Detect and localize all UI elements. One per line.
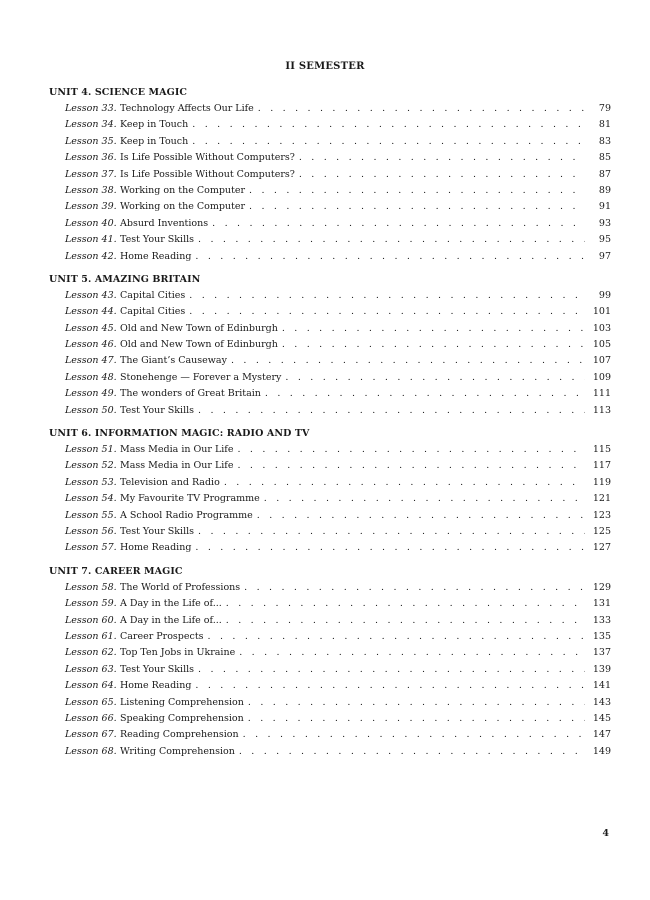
dot-leader [243,727,585,743]
dot-leader [244,580,585,596]
lesson-number: Lesson 57. [65,542,117,554]
dot-leader [192,134,585,150]
lesson-page: 85 [598,152,611,164]
dot-leader [189,304,585,320]
lesson-title: Career Prospects [120,630,204,642]
lesson-page: 141 [592,680,611,692]
toc-entry [49,475,611,491]
dot-leader [282,337,585,353]
unit-heading: UNIT 5. AMAZING BRITAIN [49,273,201,285]
lesson-number: Lesson 42. [65,250,117,262]
dot-leader [282,321,585,337]
lesson-number: Lesson 50. [65,404,117,416]
lesson-page: 127 [592,542,611,554]
toc-entry [49,442,611,458]
unit-heading: UNIT 7. CAREER MAGIC [49,565,183,577]
toc-entry [49,370,611,386]
dot-leader [192,117,585,133]
lesson-list [49,442,611,557]
lesson-page: 131 [592,598,611,610]
toc-entry [49,117,611,133]
lesson-page: 149 [592,745,611,757]
toc-entry [49,232,611,248]
lesson-title: Stonehenge — Forever a Mystery [120,371,282,383]
lesson-page: 99 [598,289,611,301]
lesson-title: Test Your Skills [120,663,195,675]
lesson-number: Lesson 62. [65,647,117,659]
lesson-page: 121 [592,493,611,505]
lesson-page: 117 [592,460,611,472]
lesson-number: Lesson 55. [65,509,117,521]
lesson-title: Test Your Skills [120,525,195,537]
dot-leader [237,442,585,458]
dot-leader [198,662,585,678]
toc-entry [49,540,611,556]
lesson-title: Reading Comprehension [120,729,239,741]
lesson-number: Lesson 48. [65,371,117,383]
table-of-contents [49,86,611,768]
toc-entry [49,711,611,727]
toc-entry [49,150,611,166]
lesson-number: Lesson 33. [65,103,117,114]
lesson-title: Home Reading [120,250,192,262]
lesson-number: Lesson 45. [65,322,117,334]
lesson-page: 81 [598,119,611,131]
toc-entry [49,580,611,596]
lesson-title: Speaking Comprehension [120,712,244,724]
unit-heading: UNIT 6. INFORMATION MAGIC: RADIO AND TV [49,428,310,440]
lesson-number: Lesson 56. [65,525,117,537]
lesson-page: 133 [592,614,611,626]
lesson-title: Test Your Skills [120,404,195,416]
lesson-number: Lesson 61. [65,630,117,642]
lesson-number: Lesson 67. [65,729,117,741]
unit-block [49,565,611,760]
lesson-page: 109 [592,371,611,383]
toc-entry [49,458,611,474]
toc-entry [49,744,611,760]
lesson-page: 129 [592,581,611,593]
toc-entry [49,249,611,265]
toc-entry [49,167,611,183]
lesson-page: 143 [592,696,611,708]
lesson-title: A School Radio Programme [120,509,253,521]
lesson-number: Lesson 43. [65,289,117,301]
toc-entry [49,508,611,524]
lesson-number: Lesson 63. [65,663,117,675]
dot-leader [226,596,585,612]
dot-leader [198,403,585,419]
unit-heading: UNIT 4. SCIENCE MAGIC [49,87,188,98]
lesson-page: 115 [592,444,611,456]
lesson-page: 83 [598,135,611,147]
toc-entry [49,199,611,215]
dot-leader [285,370,585,386]
lesson-number: Lesson 52. [65,460,117,472]
lesson-page: 87 [598,168,611,180]
dot-leader [248,695,585,711]
toc-entry [49,288,611,304]
lesson-title: Mass Media in Our Life [120,444,234,456]
lesson-title: Test Your Skills [120,234,195,246]
dot-leader [239,744,585,760]
lesson-list [49,288,611,419]
lesson-title: A Day in the Life of... [120,614,222,626]
lesson-title: Home Reading [120,680,192,692]
lesson-number: Lesson 68. [65,745,117,757]
lesson-page: 139 [592,663,611,675]
lesson-title: Working on the Computer [120,201,246,213]
lesson-page: 113 [592,404,611,416]
lesson-list [49,580,611,760]
toc-entry [49,678,611,694]
lesson-number: Lesson 38. [65,184,117,196]
lesson-number: Lesson 47. [65,355,117,367]
lesson-page: 91 [598,201,611,213]
toc-entry [49,321,611,337]
toc-entry [49,629,611,645]
toc-entry [49,727,611,743]
dot-leader [208,629,585,645]
lesson-title: Listening Comprehension [120,696,244,708]
lesson-title: Home Reading [120,542,192,554]
toc-entry [49,403,611,419]
dot-leader [226,613,585,629]
lesson-number: Lesson 65. [65,696,117,708]
dot-leader [249,199,585,215]
lesson-page: 101 [592,306,611,318]
lesson-title: Absurd Inventions [120,217,209,229]
toc-entry [49,337,611,353]
lesson-title: Keep in Touch [120,119,189,131]
dot-leader [299,167,585,183]
lesson-page: 89 [598,184,611,196]
lesson-number: Lesson 53. [65,476,117,488]
lesson-title: Is Life Possible Without Computers? [120,168,295,180]
lesson-title: Old and New Town of Edinburgh [120,322,278,334]
lesson-number: Lesson 34. [65,119,117,131]
toc-entry [49,613,611,629]
lesson-title: Is Life Possible Without Computers? [120,152,295,164]
lesson-title: Writing Comprehension [120,745,235,757]
lesson-page: 137 [592,647,611,659]
lesson-page: 97 [598,250,611,262]
dot-leader [257,508,585,524]
lesson-number: Lesson 51. [65,444,117,456]
lesson-title: Mass Media in Our Life [120,460,234,472]
dot-leader [248,711,585,727]
lesson-title: Television and Radio [120,476,220,488]
lesson-page: 123 [592,509,611,521]
lesson-number: Lesson 66. [65,712,117,724]
lesson-number: Lesson 60. [65,614,117,626]
dot-leader [212,216,585,232]
lesson-title: Old and New Town of Edinburgh [120,339,278,351]
lesson-number: Lesson 36. [65,152,117,164]
lesson-number: Lesson 37. [65,168,117,180]
lesson-title: A Day in the Life of... [120,598,222,610]
lesson-number: Lesson 49. [65,388,117,400]
dot-leader [249,183,585,199]
lesson-list [49,101,611,265]
toc-entry [49,645,611,661]
lesson-title: The wonders of Great Britain [120,388,261,400]
page-number: 4 [602,828,609,839]
lesson-number: Lesson 39. [65,201,117,213]
lesson-page: 105 [592,339,611,351]
dot-leader [258,101,585,117]
lesson-page: 95 [598,234,611,246]
lesson-page: 79 [598,103,611,114]
lesson-page: 103 [592,322,611,334]
lesson-number: Lesson 58. [65,581,117,593]
unit-block [49,86,611,265]
dot-leader [195,540,585,556]
lesson-title: Capital Cities [120,289,186,301]
toc-entry [49,662,611,678]
lesson-page: 147 [592,729,611,741]
lesson-page: 125 [592,525,611,537]
toc-entry [49,596,611,612]
dot-leader [237,458,585,474]
unit-block [49,273,611,419]
lesson-title: The World of Professions [120,581,241,593]
dot-leader [195,678,585,694]
dot-leader [299,150,585,166]
unit-block [49,427,611,557]
lesson-title: Keep in Touch [120,135,189,147]
semester-title: II SEMESTER [285,61,365,72]
toc-entry [49,304,611,320]
dot-leader [189,288,585,304]
dot-leader [198,232,585,248]
toc-entry [49,134,611,150]
lesson-page: 145 [592,712,611,724]
dot-leader [264,491,585,507]
dot-leader [239,645,585,661]
lesson-number: Lesson 35. [65,135,117,147]
lesson-number: Lesson 64. [65,680,117,692]
toc-entry [49,101,611,117]
lesson-number: Lesson 40. [65,217,117,229]
toc-entry [49,216,611,232]
lesson-number: Lesson 44. [65,306,117,318]
lesson-page: 111 [592,388,611,400]
lesson-title: Capital Cities [120,306,186,318]
dot-leader [195,249,585,265]
lesson-number: Lesson 59. [65,598,117,610]
lesson-title: My Favourite TV Programme [120,493,260,505]
toc-entry [49,353,611,369]
lesson-number: Lesson 54. [65,493,117,505]
lesson-page: 107 [592,355,611,367]
lesson-title: Technology Affects Our Life [120,103,254,114]
lesson-title: Working on the Computer [120,184,246,196]
dot-leader [265,386,585,402]
lesson-title: Top Ten Jobs in Ukraine [120,647,236,659]
toc-entry [49,183,611,199]
dot-leader [224,475,585,491]
toc-entry [49,386,611,402]
lesson-page: 119 [592,476,611,488]
lesson-title: The Giant’s Causeway [120,355,227,367]
dot-leader [231,353,585,369]
lesson-number: Lesson 46. [65,339,117,351]
lesson-page: 93 [598,217,611,229]
lesson-number: Lesson 41. [65,234,117,246]
toc-entry [49,524,611,540]
dot-leader [198,524,585,540]
toc-entry [49,491,611,507]
toc-entry [49,695,611,711]
lesson-page: 135 [592,630,611,642]
